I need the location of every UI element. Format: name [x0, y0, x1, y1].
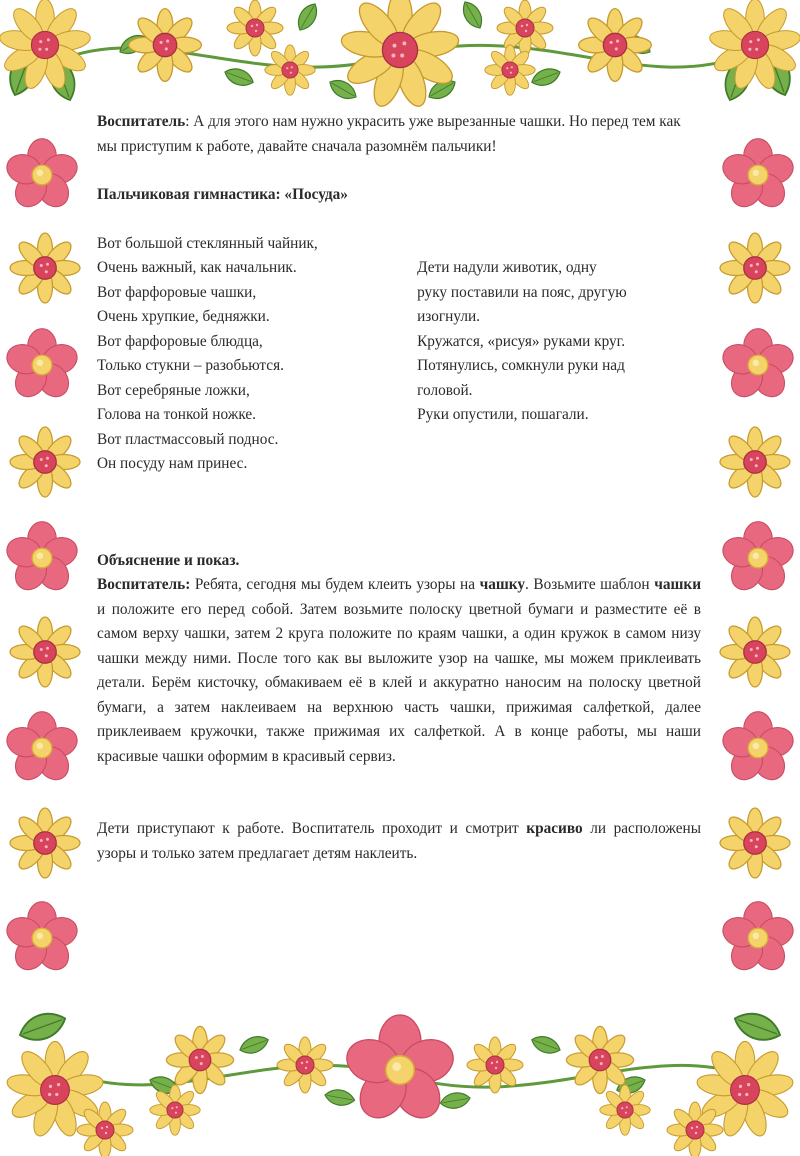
corner-top-right — [708, 0, 800, 104]
explanation-text-2: . Возьмите шаблон — [525, 576, 655, 593]
explanation-speaker: Воспитатель: — [97, 576, 191, 593]
poem-line: Очень хрупкие, бедняжки. — [97, 308, 270, 325]
intro-speaker: Воспитатель — [97, 113, 186, 130]
explanation-bold-2: чашки — [654, 576, 702, 593]
closing-text-2: ли расположены узоры и только затем предлагает детям наклеить. — [97, 820, 701, 862]
explanation-title-line — [97, 549, 701, 574]
explanation-text-1: Ребята, сегодня мы будем клеить узоры на — [190, 576, 480, 593]
gymnastics-title-line — [97, 183, 701, 208]
intro-paragraph — [97, 110, 701, 159]
action-line: Дети надули животик, одну — [417, 259, 597, 276]
spacer — [97, 525, 701, 549]
bottom-garland — [5, 1007, 794, 1156]
poem-line: Вот большой стеклянный чайник, — [97, 234, 318, 252]
intro-text: : А для этого нам нужно украсить уже вырезанные чашки. Но перед тем как мы приступим к работе, давайте сначала разомнём пальчики! — [97, 113, 681, 155]
gymnastics-title: Пальчиковая гимнастика: «Посуда» — [97, 186, 348, 203]
poem-actions — [417, 232, 701, 477]
poem-line: Вот фарфоровые блюдца, — [97, 332, 263, 350]
top-garland — [60, 0, 745, 110]
poem-block — [97, 232, 701, 477]
explanation-paragraph — [97, 573, 701, 769]
action-line: головой. — [417, 381, 473, 399]
poem-line: Вот пластмассовый поднос. — [97, 430, 279, 448]
right-border — [719, 139, 797, 976]
action-line: Потянулись, сомкнули руки над — [417, 357, 625, 374]
poem-line: Голова на тонкой ножке. — [97, 406, 256, 423]
explanation-bold-1: чашку — [479, 576, 526, 593]
action-line: руку поставили на пояс, другую — [417, 283, 627, 301]
action-line: изогнули. — [417, 308, 480, 325]
poem-line: Вот фарфоровые чашки, — [97, 283, 257, 301]
poem-lines — [97, 232, 417, 477]
poem-line: Он посуду нам принес. — [97, 455, 248, 472]
spacer — [97, 477, 701, 525]
document-body — [97, 110, 701, 866]
corner-top-left — [0, 0, 92, 104]
spacer — [97, 208, 701, 232]
poem-line: Вот серебряные ложки, — [97, 381, 250, 399]
explanation-title: Объяснение и показ. — [97, 551, 240, 569]
spacer — [97, 159, 701, 183]
spacer — [97, 769, 701, 817]
closing-text-1: Дети приступают к работе. Воспитатель проходит и смотрит — [97, 820, 527, 837]
action-line: Руки опустили, пошагали. — [417, 406, 589, 423]
closing-bold: красиво — [526, 820, 583, 837]
explanation-text-3: и положите его перед собой. Затем возьмите полоску цветной бумаги и разместите её в самом верху чашки, затем 2 круга положите по краям чашки, а один кружок в самом низу чашки между ними. После того как вы выложите узор на чашке, мы можем приклеивать детали. Берём кисточку, обмакиваем её в клей и аккуратно наносим на полоску цветной бумаги, а затем наклеиваем на верхнюю часть чашки, прижимая салфеткой, далее приклеиваем кружочки, также прижимая их салфеткой. А в конце работы, мы наши красивые чашки оформим в красивый сервиз. — [97, 600, 701, 765]
action-line: Кружатся, «рисуя» руками круг. — [417, 332, 626, 350]
left-border — [3, 139, 81, 976]
poem-line: Очень важный, как начальник. — [97, 259, 297, 276]
closing-paragraph — [97, 817, 701, 866]
poem-line: Только стукни – разобьются. — [97, 357, 284, 374]
action-spacer — [417, 232, 701, 257]
